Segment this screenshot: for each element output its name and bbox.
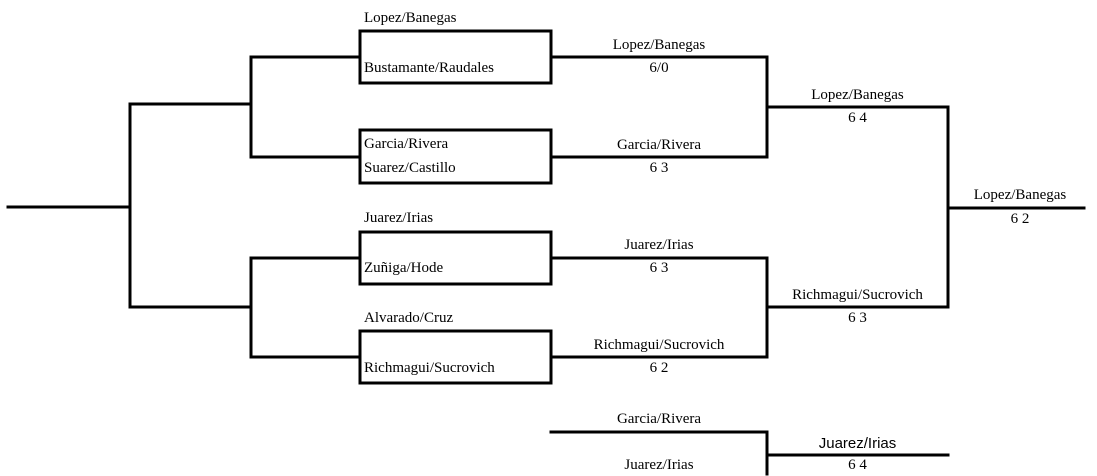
third-place-team-b: Juarez/Irias: [624, 457, 694, 473]
qf1-team-bottom: Bustamante/Raudales: [364, 60, 494, 76]
qf3-team-top: Juarez/Irias: [364, 210, 434, 226]
third-place-team-a: Garcia/Rivera: [616, 411, 702, 427]
qf1-team-top: Lopez/Banegas: [364, 10, 457, 26]
qf1-winner: Lopez/Banegas: [612, 37, 706, 53]
third-place-score: 6 4: [848, 457, 867, 473]
sf1-score: 6 4: [848, 110, 867, 126]
qf4-score: 6 2: [649, 360, 669, 376]
final-score: 6 2: [1010, 211, 1030, 227]
sf2-winner: Richmagui/Sucrovich: [792, 287, 923, 303]
qf2-winner: Garcia/Rivera: [616, 137, 702, 153]
third-place-winner: Juarez/Irias: [818, 435, 897, 452]
qf3-team-bottom: Zuñiga/Hode: [364, 260, 444, 276]
sf1-winner: Lopez/Banegas: [811, 87, 904, 103]
qf1-score: 6/0: [649, 60, 669, 76]
qf4-winner: Richmagui/Sucrovich: [593, 337, 725, 353]
qf4-team-bottom: Richmagui/Sucrovich: [364, 360, 495, 376]
qf2-team-top: Garcia/Rivera: [364, 136, 449, 152]
qf3-winner: Juarez/Irias: [624, 237, 694, 253]
qf2-team-bottom: Suarez/Castillo: [364, 160, 456, 176]
sf2-score: 6 3: [848, 310, 867, 326]
qf2-score: 6 3: [649, 160, 669, 176]
final-winner: Lopez/Banegas: [973, 187, 1067, 203]
qf3-score: 6 3: [649, 260, 669, 276]
qf4-team-top: Alvarado/Cruz: [364, 310, 454, 326]
